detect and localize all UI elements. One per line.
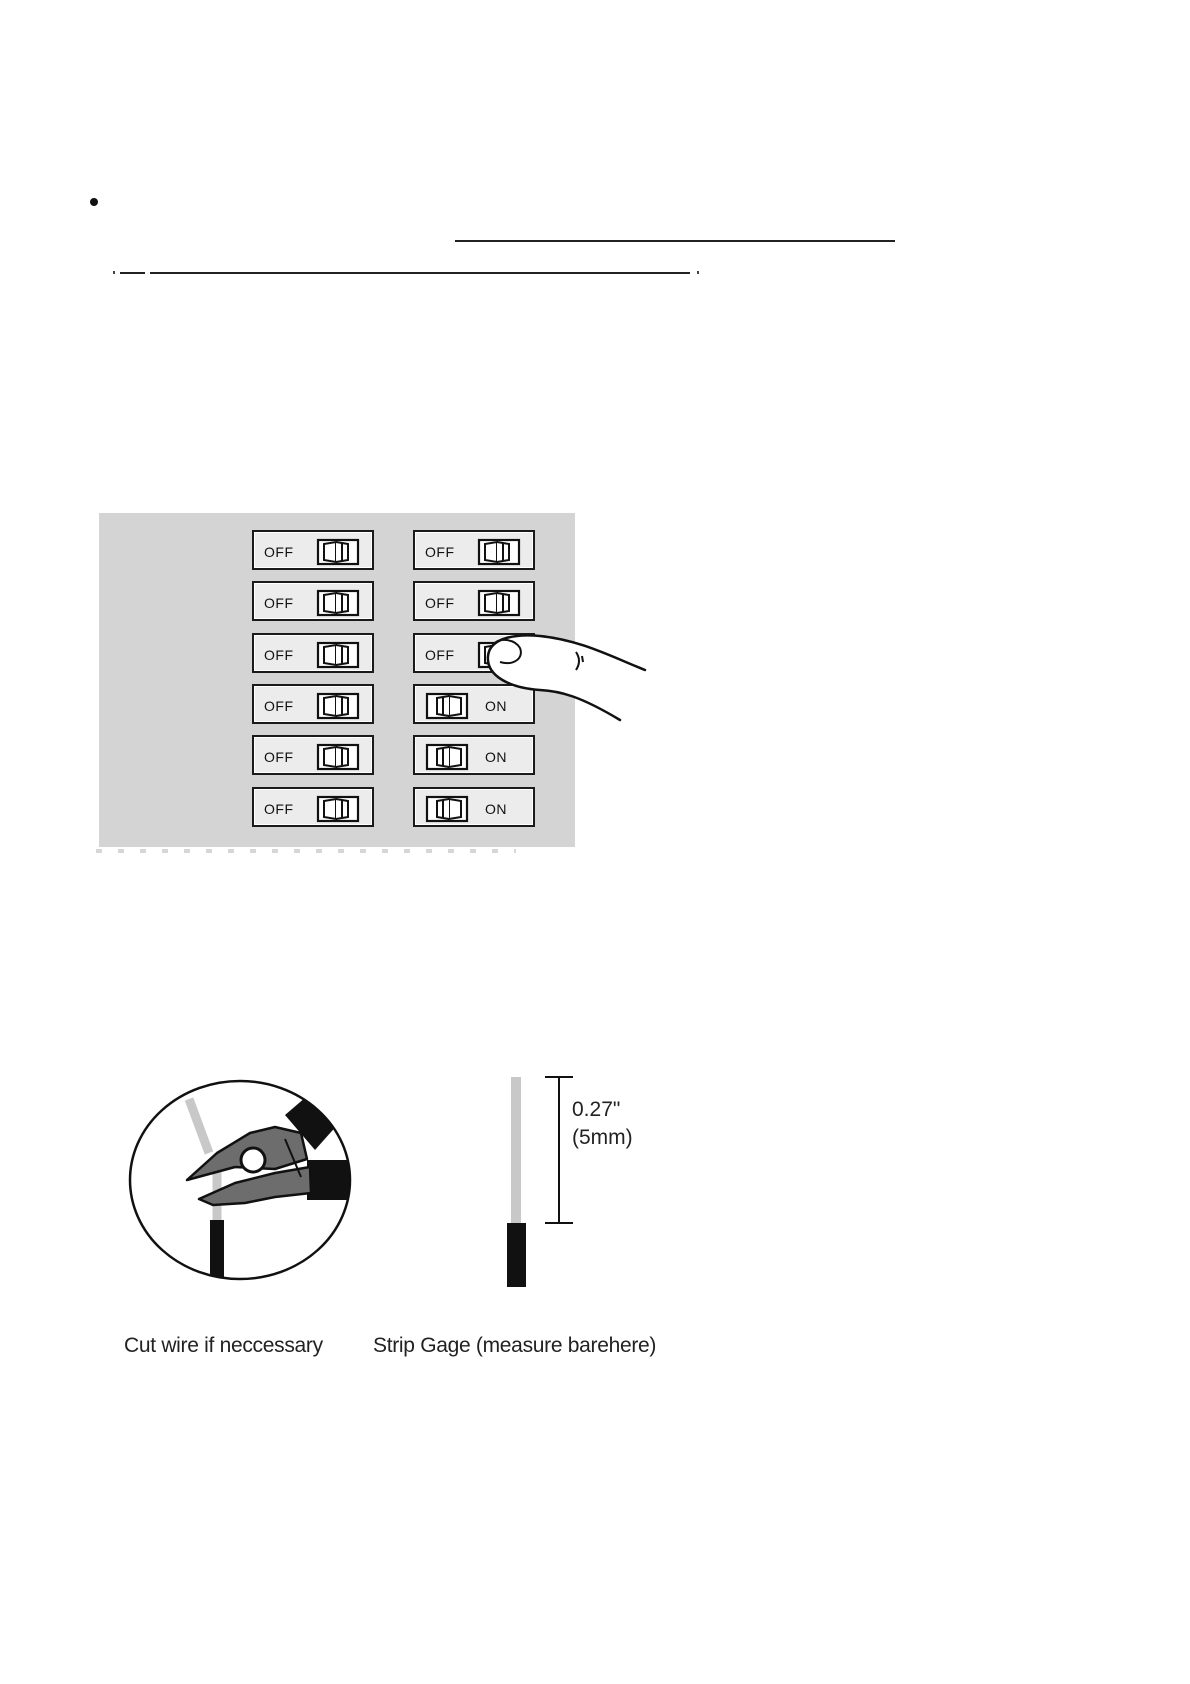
- finger-icon: [480, 620, 650, 730]
- toggle-off-icon: [316, 589, 360, 617]
- toggle-off-icon: [477, 538, 521, 566]
- breaker-right-2[interactable]: [413, 581, 535, 621]
- list-bullet: [90, 198, 98, 206]
- breaker-state-label: OFF: [264, 647, 294, 663]
- breaker-state-label: OFF: [264, 801, 294, 817]
- breaker-left-3[interactable]: [252, 633, 374, 673]
- breaker-state-label: OFF: [264, 749, 294, 765]
- breaker-state-label: OFF: [264, 595, 294, 611]
- breaker-right-1[interactable]: [413, 530, 535, 570]
- wire-cutter-icon: [125, 1075, 355, 1285]
- strip-gage-icon: [495, 1075, 575, 1290]
- underline-rule-short: [120, 272, 145, 274]
- toggle-on-icon: [425, 795, 469, 823]
- breaker-state-label: OFF: [264, 544, 294, 560]
- breaker-state-label: ON: [485, 698, 507, 714]
- caption-strip-gage: Strip Gage (measure barehere): [373, 1334, 657, 1357]
- panel-caption-remnant: [96, 849, 516, 853]
- measurement-inches: 0.27": [572, 1098, 621, 1121]
- breaker-left-4[interactable]: [252, 684, 374, 724]
- breaker-state-label: ON: [485, 749, 507, 765]
- toggle-off-icon: [316, 743, 360, 771]
- breaker-state-label: OFF: [425, 647, 455, 663]
- toggle-off-icon: [316, 538, 360, 566]
- breaker-state-label: ON: [485, 801, 507, 817]
- text-fragment-mark: [697, 271, 699, 274]
- breaker-state-label: OFF: [425, 595, 455, 611]
- breaker-left-5[interactable]: [252, 735, 374, 775]
- toggle-off-icon: [316, 641, 360, 669]
- breaker-right-6[interactable]: [413, 787, 535, 827]
- underline-rule-long: [150, 272, 690, 274]
- toggle-off-icon: [316, 692, 360, 720]
- toggle-on-icon: [425, 743, 469, 771]
- breaker-state-label: OFF: [264, 698, 294, 714]
- toggle-on-icon: [425, 692, 469, 720]
- text-fragment-mark: [113, 271, 115, 274]
- breaker-left-6[interactable]: [252, 787, 374, 827]
- measurement-mm: (5mm): [572, 1126, 633, 1149]
- toggle-off-icon: [316, 795, 360, 823]
- breaker-left-1[interactable]: [252, 530, 374, 570]
- breaker-left-2[interactable]: [252, 581, 374, 621]
- underline-rule: [455, 240, 895, 242]
- caption-cut-wire: Cut wire if neccessary: [124, 1334, 323, 1357]
- breaker-state-label: OFF: [425, 544, 455, 560]
- toggle-off-icon: [477, 589, 521, 617]
- breaker-right-5[interactable]: [413, 735, 535, 775]
